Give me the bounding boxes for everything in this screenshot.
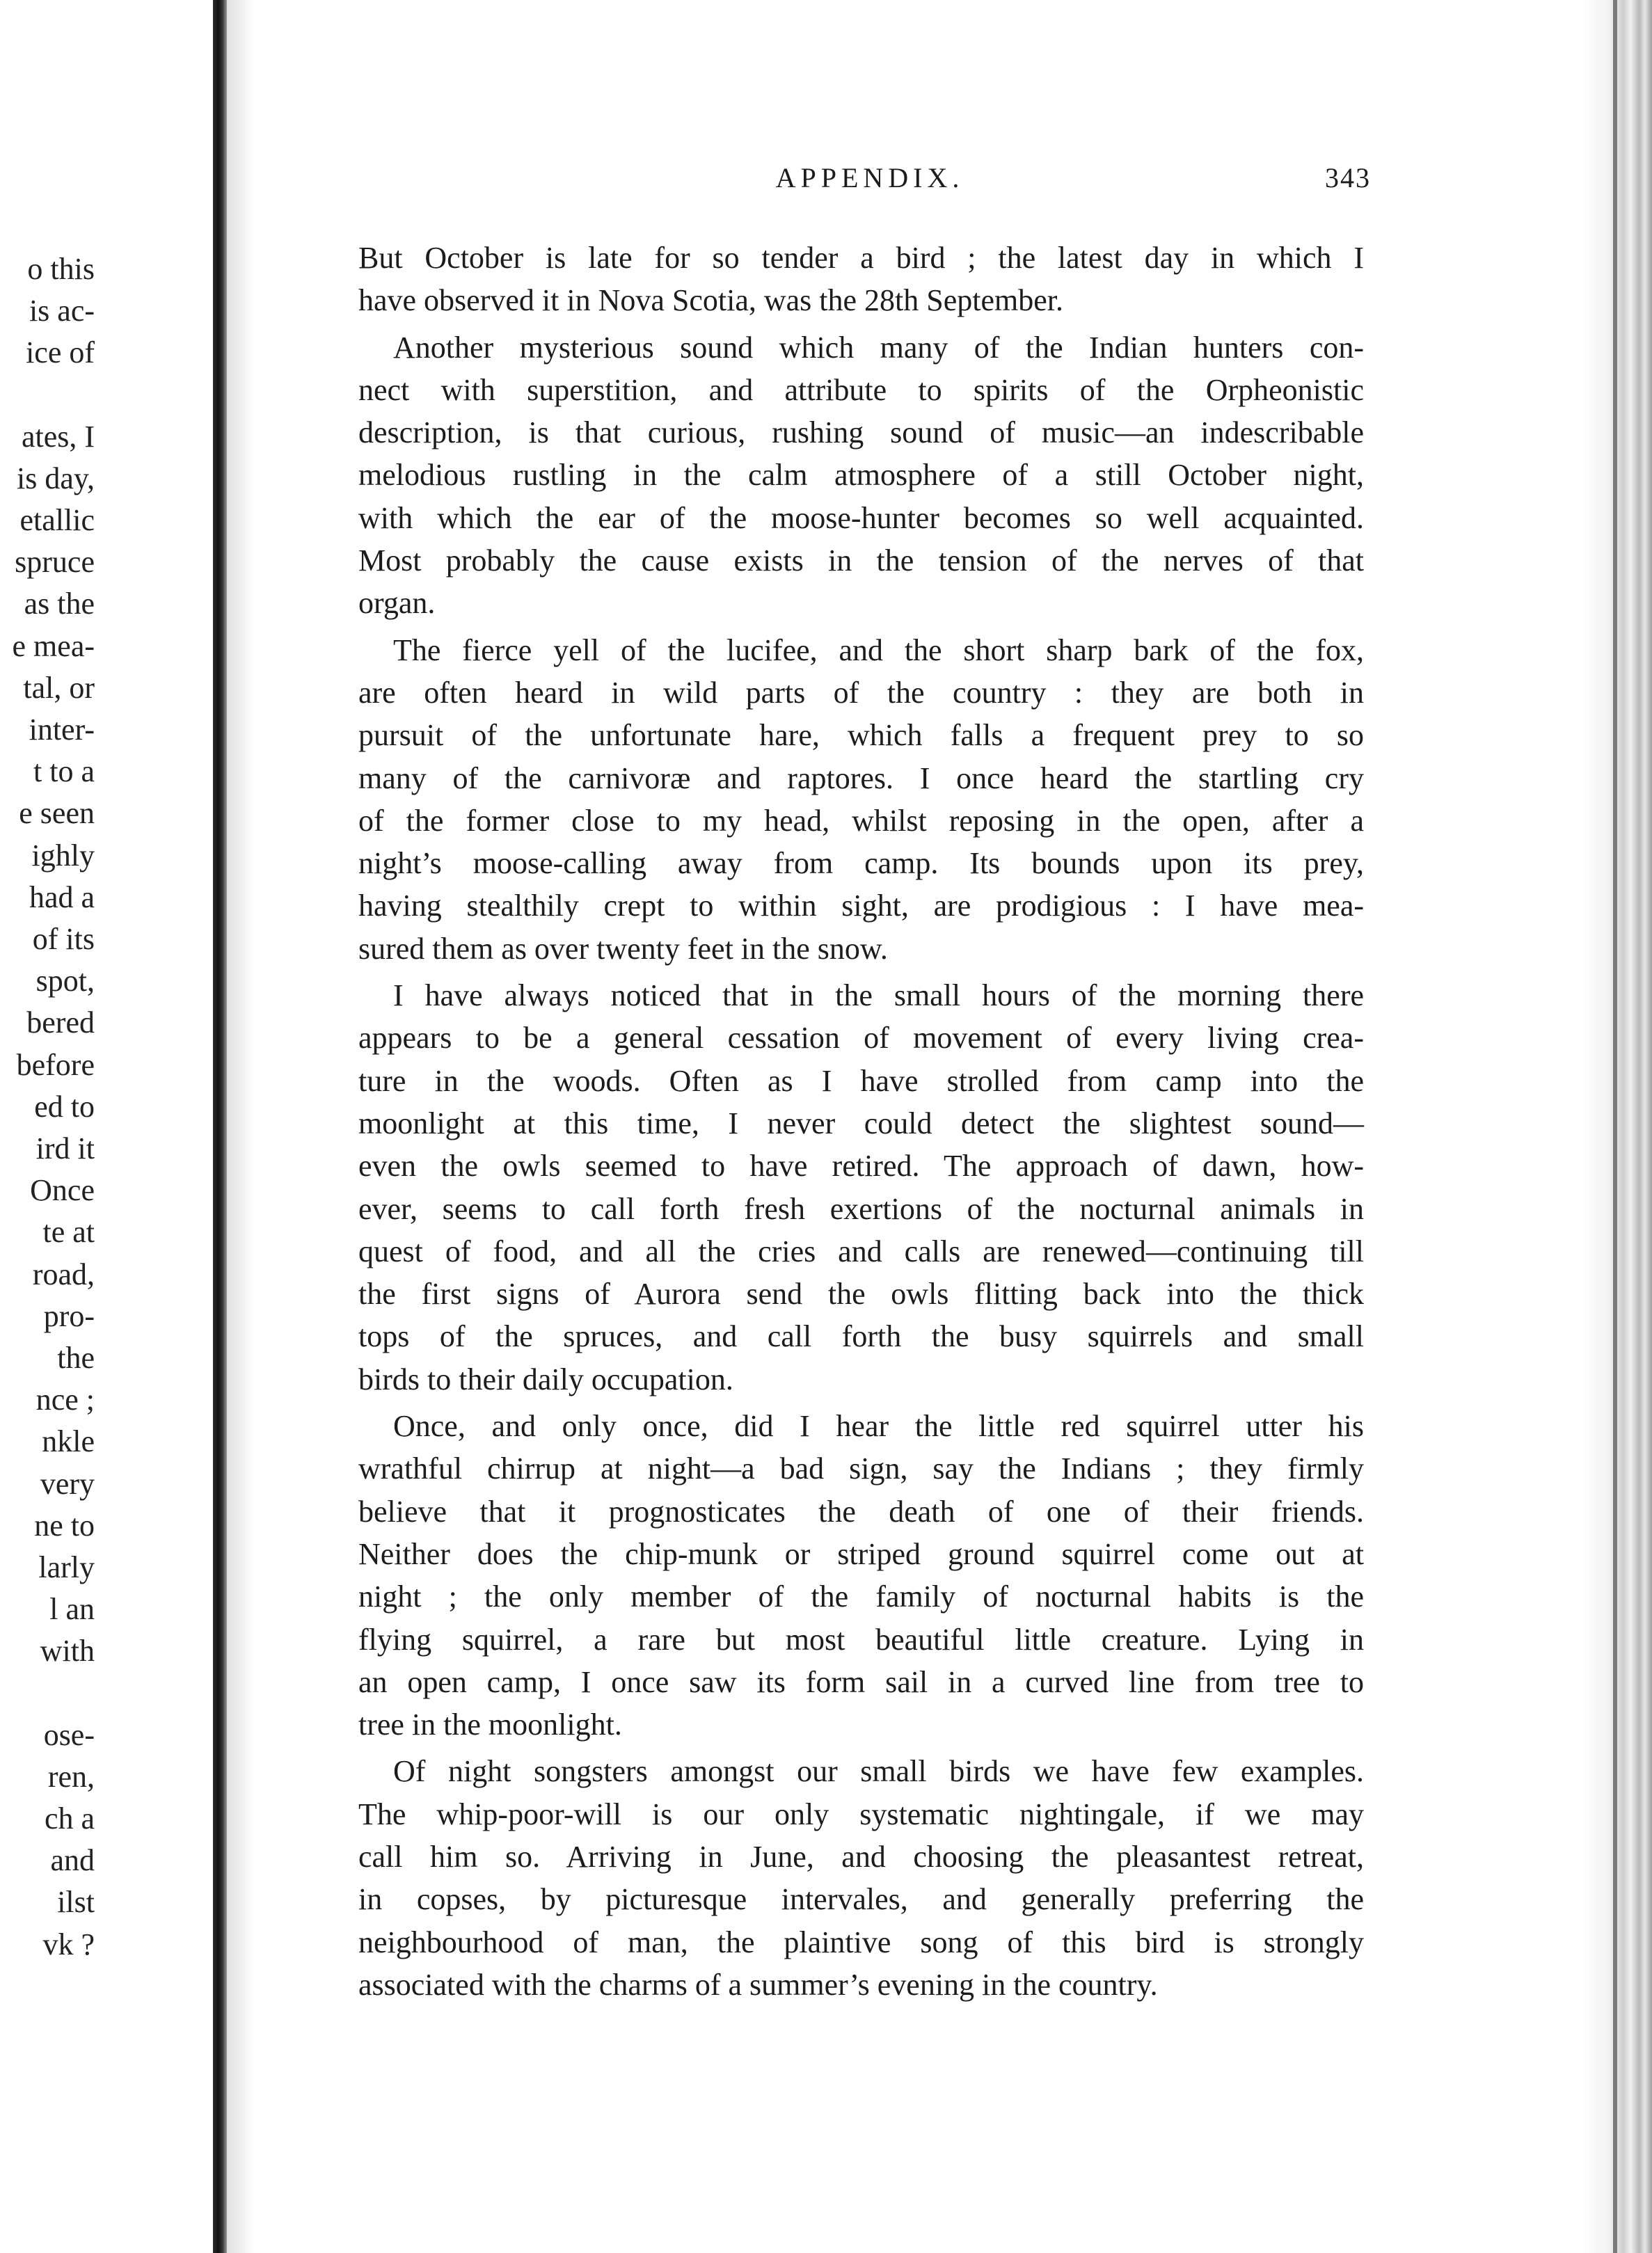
facing-page-line: had a: [29, 879, 95, 914]
page-title: APPENDIX.: [775, 162, 964, 193]
facing-page-line: Once: [30, 1173, 95, 1208]
facing-page-line: e seen: [19, 796, 95, 831]
text-line: But October is late for so tender a bird ; the latest day in which I: [358, 241, 1364, 275]
facing-page-line: tal, or: [23, 670, 95, 705]
text-line: have observed it in Nova Scotia, was the 28th September.: [358, 283, 1063, 318]
text-line: melodious rustling in the calm atmosphere of a still October night,: [358, 458, 1364, 493]
text-line: nect with superstition, and attribute to spirits of the Orpheonistic: [358, 372, 1364, 407]
text-line: flying squirrel, a rare but most beautiful little creature. Lying in: [358, 1622, 1364, 1657]
running-header: [369, 161, 1371, 203]
facing-page-line: is ac-: [29, 294, 95, 328]
page-edge-line: [1613, 0, 1617, 2253]
facing-page-line: very: [40, 1466, 95, 1501]
paragraph: [358, 629, 1364, 970]
text-line: birds to their daily occupation.: [358, 1362, 733, 1396]
text-line: The fierce yell of the lucifee, and the short sharp bark of the fox,: [393, 632, 1364, 667]
text-line: organ.: [358, 586, 436, 621]
text-line: even the owls seemed to have retired. The approach of dawn, how-: [358, 1149, 1364, 1184]
text-line: call him so. Arriving in June, and choosing the pleasantest retreat,: [358, 1839, 1364, 1874]
facing-page-line: o this: [27, 252, 95, 286]
facing-page-line: is day,: [16, 461, 95, 495]
text-line: tree in the moonlight.: [358, 1707, 622, 1742]
facing-page-line: vk ?: [42, 1927, 95, 1961]
facing-page-line: te at: [42, 1215, 95, 1250]
facing-page-line: bered: [26, 1005, 95, 1040]
facing-page-line: ice of: [26, 335, 95, 370]
text-line: associated with the charms of a summer’s evening in the country.: [358, 1967, 1158, 2002]
body-text: [358, 237, 1364, 2010]
text-line: Another mysterious sound which many of the Indian hunters con-: [393, 330, 1364, 365]
facing-page-line: as the: [24, 587, 95, 621]
text-line: moonlight at this time, I never could detect the slightest sound—: [358, 1106, 1364, 1140]
facing-page-line: inter-: [29, 712, 95, 747]
facing-page-line: ren,: [47, 1759, 95, 1794]
text-line: pursuit of the unfortunate hare, which falls a frequent prey to so: [358, 718, 1364, 753]
paragraph: [358, 326, 1364, 625]
facing-page-line: ilst: [57, 1885, 95, 1920]
facing-page-line: pro-: [43, 1298, 95, 1333]
facing-page-line: and: [50, 1843, 95, 1878]
text-line: The whip-poor-will is our only systematic nightingale, if we may: [358, 1797, 1364, 1831]
paragraph: [358, 1405, 1364, 1746]
text-line: description, is that curious, rushing sound of music—an indescribable: [358, 415, 1364, 450]
text-line: ever, seems to call forth fresh exertions of the nocturnal animals in: [358, 1191, 1364, 1226]
text-line: Neither does the chip-munk or striped ground squirrel come out at: [358, 1536, 1364, 1571]
facing-page-line: e mea-: [12, 628, 95, 663]
text-line: quest of food, and all the cries and calls are renewed—continuing till: [358, 1234, 1364, 1268]
facing-page-line: of its: [32, 922, 95, 956]
paragraph: [358, 237, 1364, 322]
facing-page-line: ates, I: [21, 419, 95, 454]
text-line: an open camp, I once saw its form sail in a curved line from tree to: [358, 1664, 1364, 1699]
text-line: sured them as over twenty feet in the snow.: [358, 931, 888, 966]
text-line: are often heard in wild parts of the country : they are both in: [358, 675, 1364, 710]
text-line: appears to be a general cessation of movement of every living crea-: [358, 1021, 1364, 1056]
text-line: wrathful chirrup at night—a bad sign, say the Indians ; they firmly: [358, 1451, 1364, 1486]
facing-page-line: nkle: [42, 1424, 95, 1459]
facing-page-line: with: [40, 1634, 95, 1669]
facing-page-line: spot,: [35, 964, 95, 998]
text-line: I have always noticed that in the small hours of the morning there: [393, 978, 1364, 1013]
facing-page-line: ighly: [31, 838, 95, 873]
facing-page-line: ird it: [35, 1131, 95, 1165]
text-line: many of the carnivoræ and raptores. I once heard the startling cry: [358, 761, 1364, 795]
facing-page-line: l an: [49, 1592, 95, 1627]
facing-page-line: spruce: [15, 545, 95, 580]
facing-page-line: before: [16, 1047, 95, 1082]
facing-page-line: road,: [32, 1257, 95, 1291]
facing-page: [0, 0, 213, 2253]
facing-page-line: ose-: [43, 1717, 95, 1752]
facing-page-line: the: [57, 1341, 95, 1375]
facing-page-line: ch a: [44, 1801, 95, 1836]
page-number: 343: [1325, 162, 1371, 193]
text-line: night’s moose-calling away from camp. Its bounds upon its prey,: [358, 846, 1364, 881]
facing-page-line: ne to: [34, 1508, 95, 1543]
text-line: Most probably the cause exists in the tension of the nerves of that: [358, 543, 1364, 578]
gutter-shadow: [227, 0, 255, 2253]
text-line: tops of the spruces, and call forth the busy squirrels and small: [358, 1319, 1364, 1354]
facing-page-line: etallic: [19, 503, 95, 537]
text-line: night ; the only member of the family of nocturnal habits is the: [358, 1579, 1364, 1614]
book-gutter: [213, 0, 227, 2253]
text-line: believe that it prognosticates the death of one of their friends.: [358, 1494, 1364, 1529]
facing-page-line: nce ;: [35, 1383, 95, 1417]
facing-page-line: ed to: [34, 1089, 95, 1124]
text-line: the first signs of Aurora send the owls flitting back into the thick: [358, 1277, 1364, 1312]
text-line: having stealthily crept to within sight, are prodigious : I have mea-: [358, 889, 1364, 923]
text-line: Once, and only once, did I hear the little red squirrel utter his: [393, 1409, 1364, 1444]
text-line: of the former close to my head, whilst reposing in the open, after a: [358, 803, 1364, 838]
text-line: ture in the woods. Often as I have strolled from camp into the: [358, 1063, 1364, 1098]
text-line: neighbourhood of man, the plaintive song of this bird is strongly: [358, 1925, 1364, 1959]
facing-page-line: larly: [38, 1550, 95, 1584]
text-line: Of night songsters amongst our small birds we have few examples.: [393, 1754, 1364, 1789]
text-line: with which the ear of the moose-hunter becomes so well acquainted.: [358, 500, 1364, 535]
paragraph: [358, 974, 1364, 1401]
paragraph: [358, 1750, 1364, 2006]
facing-page-line: t to a: [33, 754, 95, 789]
text-line: in copses, by picturesque intervales, and generally preferring the: [358, 1882, 1364, 1917]
